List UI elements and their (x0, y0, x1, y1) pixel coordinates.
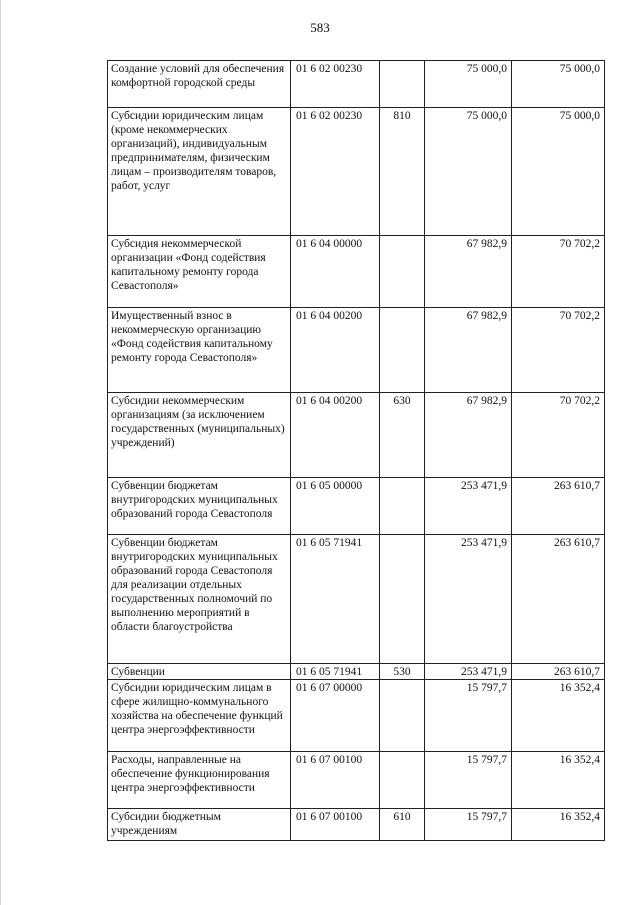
amount-year-2: 70 702,2 (512, 393, 605, 478)
target-article-code: 01 6 05 71941 (291, 664, 380, 680)
target-article-code: 01 6 02 00230 (291, 61, 380, 108)
expense-name: Субвенции бюджетам внутригородских муниципальных образований города Севастополя (108, 478, 291, 535)
expense-type-code: 610 (380, 809, 425, 841)
expense-type-code: 530 (380, 664, 425, 680)
expense-type-code (380, 308, 425, 393)
expense-name: Субвенции бюджетам внутригородских муниципальных образований города Севастополя для реализации отдельных государственных полномочий по выполнению мероприятий в области благоустройства (108, 535, 291, 664)
target-article-code: 01 6 04 00200 (291, 393, 380, 478)
expense-name: Субсидии бюджетным учреждениям (108, 809, 291, 841)
table-row (108, 393, 605, 478)
expense-name: Расходы, направленные на обеспечение функционирования центра энергоэффективности (108, 752, 291, 809)
amount-year-1: 15 797,7 (425, 680, 512, 752)
amount-year-1: 75 000,0 (425, 108, 512, 236)
amount-year-2: 263 610,7 (512, 478, 605, 535)
expense-name: Субсидии некоммерческим организациям (за исключением государственных (муниципальных) учреждений) (108, 393, 291, 478)
expense-name: Субсидии юридическим лицам (кроме некоммерческих организаций), индивидуальным предпринимателям, физическим лицам – производителям товаров, работ, услуг (108, 108, 291, 236)
expense-type-code (380, 478, 425, 535)
target-article-code: 01 6 07 00100 (291, 809, 380, 841)
amount-year-2: 70 702,2 (512, 308, 605, 393)
budget-table (107, 60, 605, 841)
target-article-code: 01 6 04 00000 (291, 236, 380, 308)
expense-type-code: 810 (380, 108, 425, 236)
target-article-code: 01 6 07 00100 (291, 752, 380, 809)
table-row (108, 809, 605, 841)
amount-year-2: 16 352,4 (512, 680, 605, 752)
page-number: 583 (310, 20, 330, 35)
amount-year-1: 15 797,7 (425, 752, 512, 809)
expense-type-code (380, 680, 425, 752)
target-article-code: 01 6 05 00000 (291, 478, 380, 535)
amount-year-1: 253 471,9 (425, 535, 512, 664)
amount-year-2: 263 610,7 (512, 664, 605, 680)
expense-name: Субсидии юридическим лицам в сфере жилищно-коммунального хозяйства на обеспечение функций центра энергоэффективности (108, 680, 291, 752)
expense-type-code (380, 752, 425, 809)
scan-edge (0, 0, 1, 905)
table-row (108, 680, 605, 752)
amount-year-2: 75 000,0 (512, 61, 605, 108)
amount-year-1: 75 000,0 (425, 61, 512, 108)
expense-type-code (380, 535, 425, 664)
amount-year-2: 263 610,7 (512, 535, 605, 664)
table-row (108, 61, 605, 108)
amount-year-2: 16 352,4 (512, 809, 605, 841)
target-article-code: 01 6 04 00200 (291, 308, 380, 393)
table-row (108, 664, 605, 680)
target-article-code: 01 6 05 71941 (291, 535, 380, 664)
table-row (108, 478, 605, 535)
amount-year-1: 15 797,7 (425, 809, 512, 841)
table-row (108, 308, 605, 393)
table-row (108, 752, 605, 809)
target-article-code: 01 6 07 00000 (291, 680, 380, 752)
amount-year-2: 70 702,2 (512, 236, 605, 308)
amount-year-2: 75 000,0 (512, 108, 605, 236)
amount-year-1: 67 982,9 (425, 393, 512, 478)
table-row (108, 108, 605, 236)
amount-year-1: 67 982,9 (425, 308, 512, 393)
target-article-code: 01 6 02 00230 (291, 108, 380, 236)
expense-type-code (380, 61, 425, 108)
table-row (108, 535, 605, 664)
table-row (108, 236, 605, 308)
expense-name: Имущественный взнос в некоммерческую организацию «Фонд содействия капитальному ремонту города Севастополя» (108, 308, 291, 393)
amount-year-2: 16 352,4 (512, 752, 605, 809)
amount-year-1: 253 471,9 (425, 664, 512, 680)
expense-type-code (380, 236, 425, 308)
expense-name: Субвенции (108, 664, 291, 680)
amount-year-1: 67 982,9 (425, 236, 512, 308)
expense-name: Субсидия некоммерческой организации «Фонд содействия капитальному ремонту города Севастополя» (108, 236, 291, 308)
expense-name: Создание условий для обеспечения комфортной городской среды (108, 61, 291, 108)
amount-year-1: 253 471,9 (425, 478, 512, 535)
expense-type-code: 630 (380, 393, 425, 478)
